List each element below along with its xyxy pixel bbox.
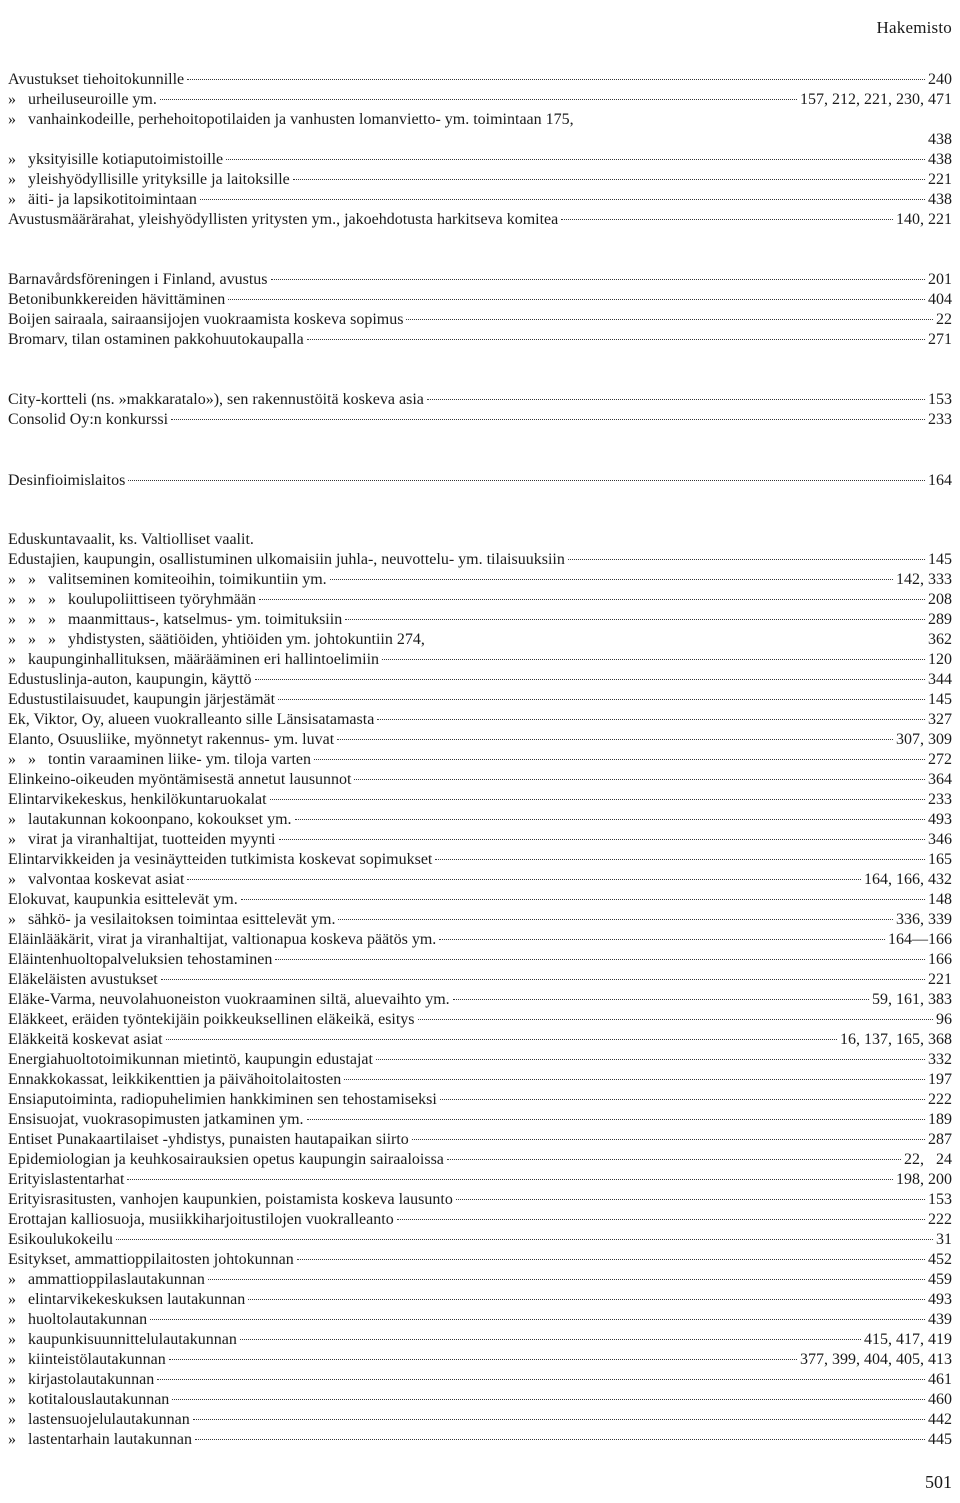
index-entry xyxy=(8,290,952,310)
entry-pages: 140, 221 xyxy=(896,211,952,228)
entry-pages: 148 xyxy=(928,891,952,908)
page-number: 501 xyxy=(925,1472,952,1492)
index-section xyxy=(8,471,952,491)
entry-pages: 145 xyxy=(928,551,952,568)
entry-pages: 346 xyxy=(928,831,952,848)
entry-pages: 153 xyxy=(928,391,952,408)
entry-text: Esitykset, ammattioppilaitosten johtokunnan xyxy=(8,1251,294,1268)
index-entry xyxy=(8,990,952,1010)
entry-pages: 222 xyxy=(928,1211,952,1228)
dot-leader xyxy=(271,279,926,280)
dot-leader xyxy=(116,1239,933,1240)
index-entry xyxy=(8,1270,952,1290)
dot-leader xyxy=(278,699,925,700)
entry-pages: 493 xyxy=(928,811,952,828)
entry-text: Ennakkokassat, leikkikenttien ja päivähoitolaitosten xyxy=(8,1071,342,1088)
index-entry xyxy=(8,530,952,550)
entry-pages: 164, 166, 432 xyxy=(864,871,952,888)
entry-text: » yleishyödyllisille yrityksille ja laitoksille xyxy=(8,171,290,188)
dot-leader xyxy=(169,1359,797,1360)
index-entry xyxy=(8,70,952,90)
entry-text: Avustukset tiehoitokunnille xyxy=(8,71,185,88)
entry-text: Ensiaputoiminta, radiopuhelimien hankkiminen sen tehostamiseksi xyxy=(8,1091,437,1108)
entry-pages: 438 xyxy=(928,131,952,148)
entry-pages: 445 xyxy=(928,1431,952,1448)
entry-pages: 22, 24 xyxy=(904,1151,952,1168)
index-entry xyxy=(8,1190,952,1210)
entry-pages: 208 xyxy=(928,591,952,608)
entry-text: Consolid Oy:n konkurssi xyxy=(8,411,169,428)
entry-pages: 153 xyxy=(928,1191,952,1208)
entry-pages: 233 xyxy=(928,791,952,808)
index-entry xyxy=(8,770,952,790)
entry-text: Erityislastentarhat xyxy=(8,1171,125,1188)
dot-leader xyxy=(240,1339,861,1340)
entry-pages: 271 xyxy=(928,331,952,348)
dot-leader xyxy=(157,1379,925,1380)
dot-leader xyxy=(397,1219,925,1220)
dot-leader xyxy=(128,480,925,481)
index-entry xyxy=(8,610,952,630)
index-entry xyxy=(8,210,952,230)
index-entry xyxy=(8,690,952,710)
dot-leader xyxy=(150,1319,925,1320)
index-entry xyxy=(8,850,952,870)
index-entry xyxy=(8,750,952,770)
entry-pages: 166 xyxy=(928,951,952,968)
index-entry xyxy=(8,1090,952,1110)
index-entry xyxy=(8,90,952,110)
dot-leader xyxy=(270,799,925,800)
index-entry xyxy=(8,890,952,910)
dot-leader xyxy=(166,1039,837,1040)
index-entry xyxy=(8,190,952,210)
index-entry xyxy=(8,970,952,990)
entry-pages: 22 xyxy=(936,311,952,328)
entry-pages: 240 xyxy=(928,71,952,88)
entry-text: Eläintenhuoltopalveluksien tehostaminen xyxy=(8,951,273,968)
entry-pages: 201 xyxy=(928,271,952,288)
dot-leader xyxy=(337,739,893,740)
dot-leader xyxy=(376,1059,925,1060)
entry-text: Elanto, Osuusliike, myönnetyt rakennus- ym. luvat xyxy=(8,731,335,748)
entry-pages: 59, 161, 383 xyxy=(872,991,952,1008)
entry-pages: 272 xyxy=(928,751,952,768)
entry-pages: 459 xyxy=(928,1271,952,1288)
entry-text: Desinfioimislaitos xyxy=(8,472,126,489)
index-entry xyxy=(8,570,952,590)
index-entry xyxy=(8,790,952,810)
dot-leader xyxy=(377,719,925,720)
entry-pages: 362 xyxy=(928,631,952,648)
index-entry xyxy=(8,1310,952,1330)
dot-leader xyxy=(241,899,925,900)
entry-text: » kaupunkisuunnittelulautakunnan xyxy=(8,1331,237,1348)
index-entry xyxy=(8,1010,952,1030)
index-entry xyxy=(8,1150,952,1170)
dot-leader xyxy=(439,939,885,940)
entry-pages: 96 xyxy=(936,1011,952,1028)
entry-text: » valvontaa koskevat asiat xyxy=(8,871,185,888)
entry-text: Eduskuntavaalit, ks. Valtiolliset vaalit. xyxy=(8,531,254,548)
index-entry xyxy=(8,650,952,670)
dot-leader xyxy=(161,979,925,980)
dot-leader xyxy=(275,959,925,960)
dot-leader xyxy=(307,339,925,340)
entry-pages: 336, 339 xyxy=(896,911,952,928)
dot-leader xyxy=(172,1399,925,1400)
dot-leader xyxy=(255,679,925,680)
entry-text: » kotitalouslautakunnan xyxy=(8,1391,170,1408)
entry-pages: 120 xyxy=(928,651,952,668)
entry-text: Eläkeläisten avustukset xyxy=(8,971,158,988)
dot-leader xyxy=(200,199,925,200)
index-entry xyxy=(8,1070,952,1090)
entry-text: » » tontin varaaminen liike- ym. tiloja varten xyxy=(8,751,312,768)
entry-text: Eläkkeet, eräiden työntekijäin poikkeuksellinen eläkeikä, esitys xyxy=(8,1011,415,1028)
entry-text: » lautakunnan kokoonpano, kokoukset ym. xyxy=(8,811,292,828)
entry-text: Eläke-Varma, neuvolahuoneiston vuokraaminen siltä, aluevaihto ym. xyxy=(8,991,450,1008)
index-entry xyxy=(8,471,952,491)
index-entry xyxy=(8,950,952,970)
entry-text: » urheiluseuroille ym. xyxy=(8,91,157,108)
index-entry xyxy=(8,130,952,150)
index-entry xyxy=(8,1110,952,1130)
entry-pages: 438 xyxy=(928,191,952,208)
index-entry xyxy=(8,1050,952,1070)
entry-text: » yksityisille kotiaputoimistoille xyxy=(8,151,224,168)
entry-text: Elintarvikekeskus, henkilökuntaruokalat xyxy=(8,791,267,808)
entry-pages: 332 xyxy=(928,1051,952,1068)
dot-leader xyxy=(195,1439,925,1440)
index-entry xyxy=(8,1370,952,1390)
entry-text: » äiti- ja lapsikotitoimintaan xyxy=(8,191,197,208)
index-entry xyxy=(8,830,952,850)
entry-text: Elinkeino-oikeuden myöntämisestä annetut lausunnot xyxy=(8,771,352,788)
dot-leader xyxy=(345,619,925,620)
entry-text: Elokuvat, kaupunkia esittelevät ym. xyxy=(8,891,238,908)
entry-text: » elintarvikekeskuksen lautakunnan xyxy=(8,1291,246,1308)
dot-leader xyxy=(456,1199,925,1200)
entry-pages: 377, 399, 404, 405, 413 xyxy=(800,1351,952,1368)
entry-text: Ensisuojat, vuokrasopimusten jatkaminen ym. xyxy=(8,1111,304,1128)
index-entry xyxy=(8,310,952,330)
index-entry xyxy=(8,390,952,410)
dot-leader xyxy=(354,779,925,780)
dot-leader xyxy=(344,1079,925,1080)
index-entry xyxy=(8,1250,952,1270)
entry-text: Elintarvikkeiden ja vesinäytteiden tutkimista koskevat sopimukset xyxy=(8,851,433,868)
dot-leader xyxy=(248,1299,925,1300)
dot-leader xyxy=(330,579,893,580)
dot-leader xyxy=(208,1279,925,1280)
dot-leader xyxy=(568,559,925,560)
entry-pages: 16, 137, 165, 368 xyxy=(840,1031,952,1048)
page-header-title: Hakemisto xyxy=(876,18,952,37)
dot-leader xyxy=(187,879,861,880)
entry-text: Epidemiologian ja keuhkosairauksien opetus kaupungin sairaaloissa xyxy=(8,1151,444,1168)
index-entry xyxy=(8,1430,952,1450)
index-entry xyxy=(8,410,952,430)
dot-leader xyxy=(338,919,893,920)
index-entry xyxy=(8,170,952,190)
entry-text: Boijen sairaala, sairaansijojen vuokraamista koskeva sopimus xyxy=(8,311,404,328)
entry-text: Bromarv, tilan ostaminen pakkohuutokaupalla xyxy=(8,331,304,348)
index-entry xyxy=(8,330,952,350)
entry-text: » » » maanmittaus-, katselmus- ym. toimituksiin xyxy=(8,611,343,628)
entry-pages: 189 xyxy=(928,1111,952,1128)
entry-text: » » valitseminen komiteoihin, toimikuntiin ym. xyxy=(8,571,327,588)
index-section xyxy=(8,70,952,230)
entry-text: » kiinteistölautakunnan xyxy=(8,1351,166,1368)
entry-text: Energiahuoltotoimikunnan mietintö, kaupungin edustajat xyxy=(8,1051,373,1068)
entry-pages: 221 xyxy=(928,171,952,188)
entry-text: Ek, Viktor, Oy, alueen vuokralleanto sille Länsisatamasta xyxy=(8,711,375,728)
entry-pages: 452 xyxy=(928,1251,952,1268)
dot-leader xyxy=(187,79,925,80)
entry-pages: 31 xyxy=(936,1231,952,1248)
entry-pages: 404 xyxy=(928,291,952,308)
index-entry xyxy=(8,590,952,610)
dot-leader xyxy=(418,1019,933,1020)
entry-pages: 344 xyxy=(928,671,952,688)
dot-leader xyxy=(561,219,893,220)
index-entry xyxy=(8,1410,952,1430)
entry-text: » virat ja viranhaltijat, tuotteiden myynti xyxy=(8,831,276,848)
index-entry xyxy=(8,1210,952,1230)
dot-leader xyxy=(297,1259,925,1260)
index-entry xyxy=(8,1230,952,1250)
entry-pages: 461 xyxy=(928,1371,952,1388)
index-entry xyxy=(8,270,952,290)
dot-leader xyxy=(447,1159,901,1160)
entry-pages: 307, 309 xyxy=(896,731,952,748)
entry-pages: 198, 200 xyxy=(896,1171,952,1188)
entry-pages: 493 xyxy=(928,1291,952,1308)
entry-text: » lastensuojelulautakunnan xyxy=(8,1411,190,1428)
index-entry xyxy=(8,150,952,170)
index-entry xyxy=(8,810,952,830)
dot-leader xyxy=(295,819,925,820)
index-entry xyxy=(8,110,952,130)
entry-pages: 145 xyxy=(928,691,952,708)
entry-text: Edustustilaisuudet, kaupungin järjestämät xyxy=(8,691,276,708)
dot-leader xyxy=(160,99,797,100)
dot-leader xyxy=(412,1139,925,1140)
dot-leader xyxy=(427,399,925,400)
dot-leader xyxy=(382,659,925,660)
entry-pages: 289 xyxy=(928,611,952,628)
index-entry xyxy=(8,670,952,690)
entry-text: Barnavårdsföreningen i Finland, avustus xyxy=(8,271,268,288)
entry-text: Betonibunkkereiden hävittäminen xyxy=(8,291,226,308)
dot-leader xyxy=(226,159,925,160)
entry-text: » huoltolautakunnan xyxy=(8,1311,148,1328)
index-entry xyxy=(8,630,952,650)
dot-leader xyxy=(440,1099,925,1100)
index-section xyxy=(8,530,952,1450)
entry-text: Esikoulukokeilu xyxy=(8,1231,113,1248)
dot-leader xyxy=(228,299,925,300)
dot-leader xyxy=(127,1179,893,1180)
index-entry xyxy=(8,550,952,570)
dot-leader xyxy=(193,1419,925,1420)
entry-text: Entiset Punakaartilaiset -yhdistys, punaisten hautapaikan siirto xyxy=(8,1131,409,1148)
entry-pages: 415, 417, 419 xyxy=(864,1331,952,1348)
entry-text: Erityisrasitusten, vanhojen kaupunkien, poistamista koskeva lausunto xyxy=(8,1191,453,1208)
index-entry xyxy=(8,870,952,890)
entry-pages: 364 xyxy=(928,771,952,788)
entry-text: Edustuslinja-auton, kaupungin, käyttö xyxy=(8,671,252,688)
index-entry xyxy=(8,1390,952,1410)
dot-leader xyxy=(453,999,869,1000)
index-entry xyxy=(8,1130,952,1150)
dot-leader xyxy=(259,599,925,600)
entry-text: Erottajan kalliosuoja, musiikkiharjoitustilojen vuokralleanto xyxy=(8,1211,394,1228)
entry-text: » » » yhdistysten, säätiöiden, yhtiöiden ym. johtokuntiin 274, xyxy=(8,631,425,648)
entry-text: » ammattioppilaslautakunnan xyxy=(8,1271,205,1288)
index-entry xyxy=(8,910,952,930)
index-entry xyxy=(8,1290,952,1310)
index-entry xyxy=(8,1030,952,1050)
entry-text: » kirjastolautakunnan xyxy=(8,1371,155,1388)
entry-text: Edustajien, kaupungin, osallistuminen ulkomaisiin juhla-, neuvottelu- ym. tilaisuuksiin xyxy=(8,551,565,568)
entry-pages: 233 xyxy=(928,411,952,428)
dot-leader xyxy=(171,419,925,420)
entry-pages: 165 xyxy=(928,851,952,868)
entry-pages: 327 xyxy=(928,711,952,728)
entry-text: » vanhainkodeille, perhehoitopotilaiden ja vanhusten lomanvietto- ym. toimintaan 175, xyxy=(8,111,574,128)
entry-text: » lastentarhain lautakunnan xyxy=(8,1431,192,1448)
entry-text: City-kortteli (ns. »makkaratalo»), sen rakennustöitä koskeva asia xyxy=(8,391,424,408)
index-section xyxy=(8,270,952,350)
entry-text: Eläinlääkärit, virat ja viranhaltijat, valtionapua koskeva päätös ym. xyxy=(8,931,437,948)
entry-pages: 142, 333 xyxy=(896,571,952,588)
entry-pages: 222 xyxy=(928,1091,952,1108)
entry-pages: 460 xyxy=(928,1391,952,1408)
entry-text: » kaupunginhallituksen, määrääminen eri hallintoelimiin xyxy=(8,651,380,668)
entry-text: Eläkkeitä koskevat asiat xyxy=(8,1031,163,1048)
entry-pages: 287 xyxy=(928,1131,952,1148)
index-entry xyxy=(8,1170,952,1190)
dot-leader xyxy=(293,179,925,180)
entry-pages: 197 xyxy=(928,1071,952,1088)
entry-text: » sähkö- ja vesilaitoksen toimintaa esittelevät ym. xyxy=(8,911,336,928)
index-entry xyxy=(8,1350,952,1370)
entry-pages: 164 xyxy=(928,472,952,489)
entry-text: » » » koulupoliittiseen työryhmään xyxy=(8,591,256,608)
index-entry xyxy=(8,1330,952,1350)
index-entry xyxy=(8,730,952,750)
dot-leader xyxy=(279,839,926,840)
entry-pages: 439 xyxy=(928,1311,952,1328)
entry-pages: 157, 212, 221, 230, 471 xyxy=(800,91,952,108)
index-entry xyxy=(8,710,952,730)
entry-pages: 442 xyxy=(928,1411,952,1428)
index-section xyxy=(8,390,952,430)
dot-leader xyxy=(435,859,925,860)
index-entry xyxy=(8,930,952,950)
entry-text: Avustusmäärärahat, yleishyödyllisten yritysten ym., jakoehdotusta harkitseva komitea xyxy=(8,211,559,228)
entry-pages: 221 xyxy=(928,971,952,988)
dot-leader xyxy=(314,759,925,760)
dot-leader xyxy=(307,1119,925,1120)
entry-pages: 438 xyxy=(928,151,952,168)
dot-leader xyxy=(406,319,933,320)
entry-pages: 164—166 xyxy=(888,931,952,948)
